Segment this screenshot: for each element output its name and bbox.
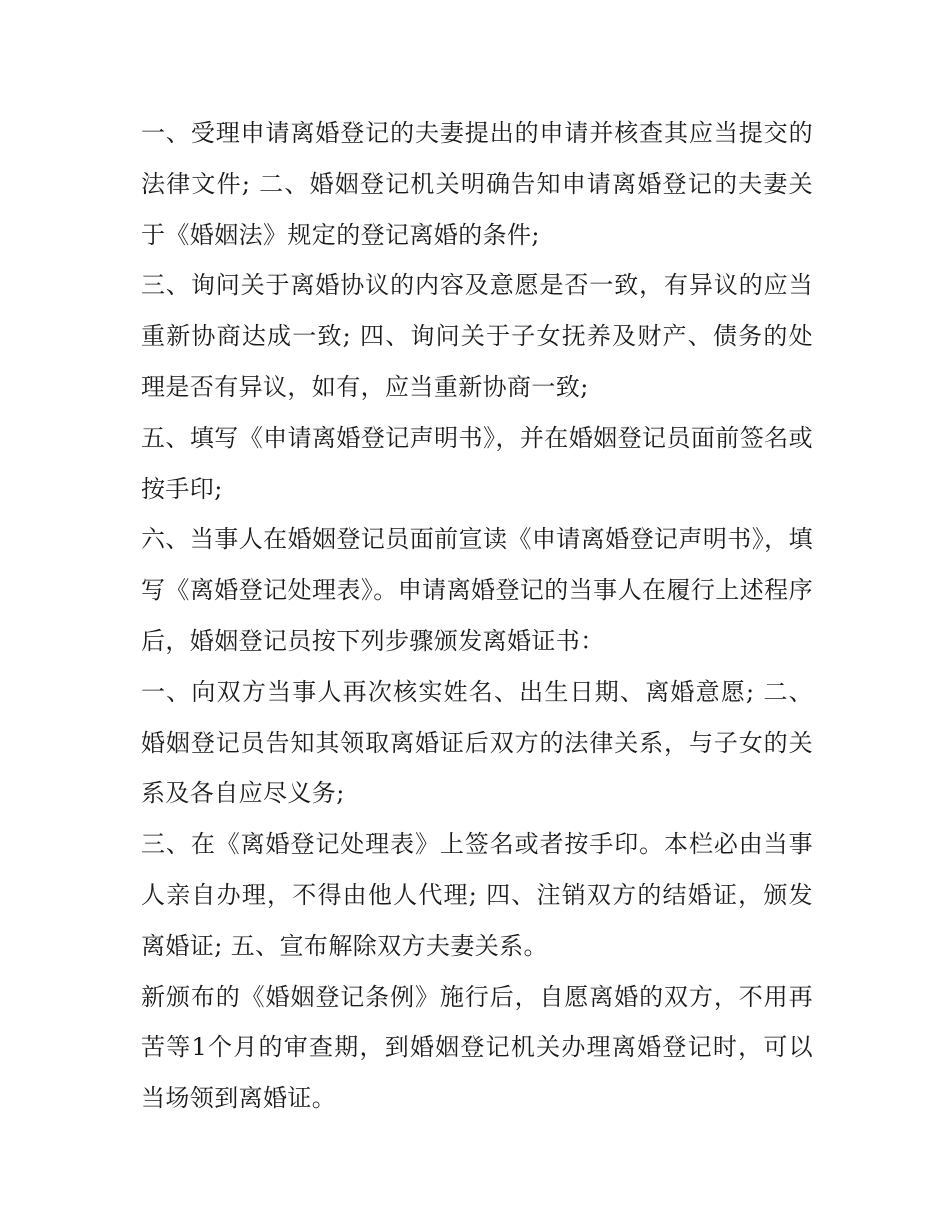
- paragraph-5: 一、向双方当事人再次核实姓名、出生日期、离婚意愿; 二、婚姻登记员告知其领取离婚证后双方的法律关系，与子女的关系及各自应尽义务;: [141, 677, 813, 808]
- paragraph-1: 一、受理申请离婚登记的夫妻提出的申请并核查其应当提交的法律文件; 二、婚姻登记机关明确告知申请离婚登记的夫妻关于《婚姻法》规定的登记离婚的条件;: [141, 119, 813, 249]
- paragraph-6: 三、在《离婚登记处理表》上签名或者按手印。本栏必由当事人亲自办理，不得由他人代理; 四、注销双方的结婚证，颁发离婚证; 五、宣布解除双方夫妻关系。: [141, 830, 813, 960]
- paragraph-4: 六、当事人在婚姻登记员面前宣读《申请离婚登记声明书》，填写《离婚登记处理表》。申请离婚登记的当事人在履行上述程序后，婚姻登记员按下列步骤颁发离婚证书：: [141, 525, 813, 655]
- document-body: [141, 108, 813, 1124]
- paragraph-2: 三、询问关于离婚协议的内容及意愿是否一致，有异议的应当重新协商达成一致; 四、询问关于子女抚养及财产、债务的处理是否有异议，如有，应当重新协商一致;: [141, 271, 813, 401]
- paragraph-3: 五、填写《申请离婚登记声明书》，并在婚姻登记员面前签名或按手印;: [141, 423, 813, 503]
- paragraph-7: 新颁布的《婚姻登记条例》施行后，自愿离婚的双方，不用再苦等1个月的审查期，到婚姻登记机关办理离婚登记时，可以当场领到离婚证。: [141, 982, 813, 1113]
